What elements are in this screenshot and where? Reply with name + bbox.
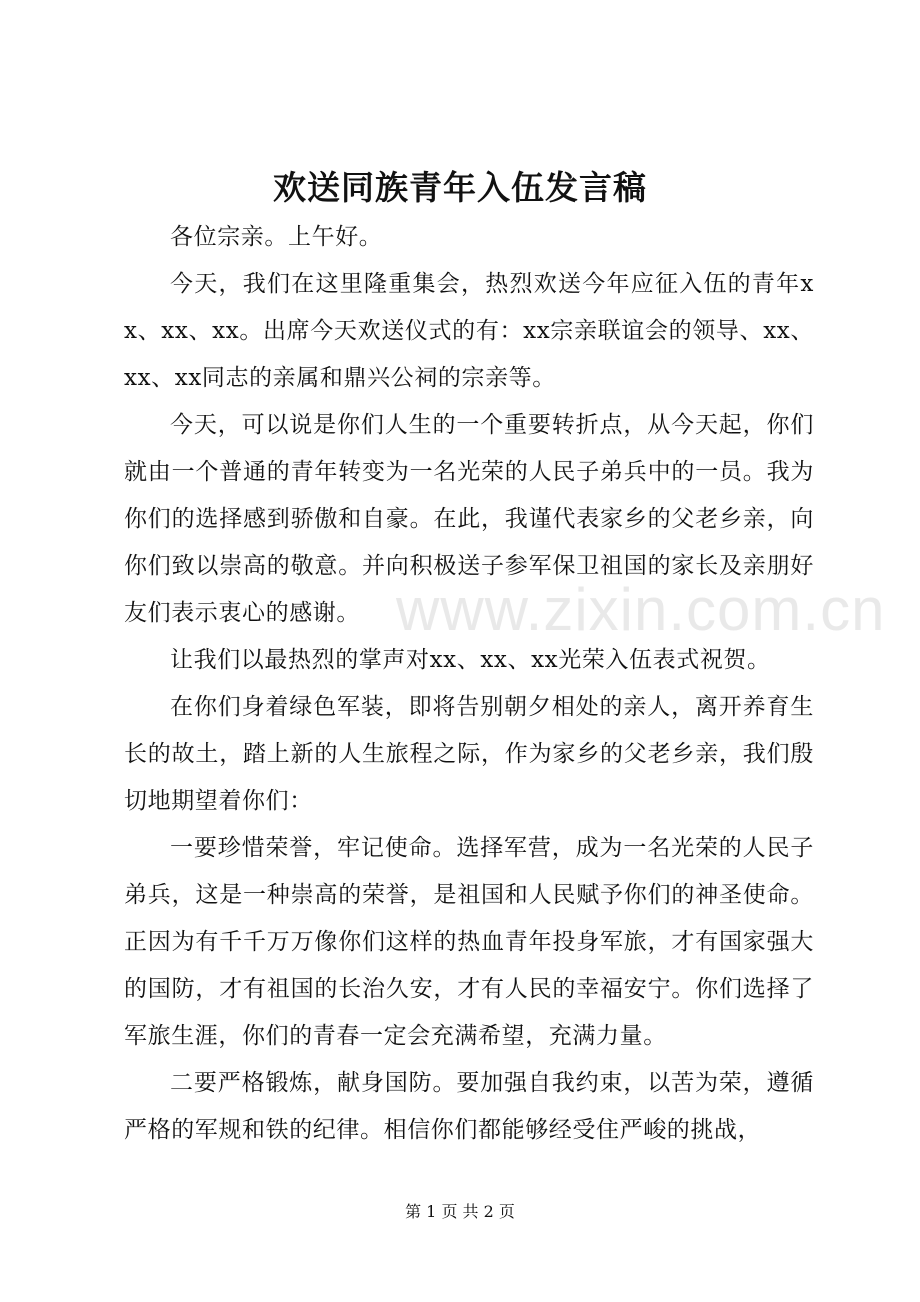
document-body <box>124 214 814 1154</box>
document-title: 欢送同族青年入伍发言稿 <box>273 168 647 207</box>
paragraph-turning-point: 今天，可以说是你们人生的一个重要转折点，从今天起，你们就由一个普通的青年转变为一名光荣的人民子弟兵中的一员。我为你们的选择感到骄傲和自豪。在此，我谨代表家乡的父老乡亲，向你们致以崇高的敬意。并向积极送子参军保卫祖国的家长及亲朋好友们表示衷心的感谢。 <box>124 412 814 626</box>
paragraph-honor: 一要珍惜荣誉，牢记使命。选择军营，成为一名光荣的人民子弟兵，这是一种崇高的荣誉，是祖国和人民赋予你们的神圣使命。正因为有千千万万像你们这样的热血青年投身军旅，才有国家强大的国防，才有祖国的长治久安，才有人民的幸福安宁。你们选择了军旅生涯，你们的青春一定会充满希望，充满力量。 <box>124 835 814 1049</box>
paragraph-expectations: 在你们身着绿色军装，即将告别朝夕相处的亲人，离开养育生长的故土，踏上新的人生旅程之际，作为家乡的父老乡亲，我们殷切地期望着你们： <box>124 694 814 814</box>
watermark: www.zixin.com.cn <box>396 576 886 643</box>
paragraph-intro: 今天，我们在这里隆重集会，热烈欢送今年应征入伍的青年xx、xx、xx。出席今天欢送仪式的有：xx宗亲联谊会的领导、xx、xx、xx同志的亲属和鼎兴公祠的宗亲等。 <box>124 271 814 391</box>
paragraph-greeting: 各位宗亲。上午好。 <box>170 224 383 250</box>
page-footer: 第 1 页 共 2 页 <box>405 1202 515 1221</box>
paragraph-training: 二要严格锻炼，献身国防。要加强自我约束，以苦为荣，遵循严格的军规和铁的纪律。相信你们都能够经受住严峻的挑战， <box>124 1070 814 1143</box>
paragraph-applause: 让我们以最热烈的掌声对xx、xx、xx光荣入伍表式祝贺。 <box>170 647 771 673</box>
